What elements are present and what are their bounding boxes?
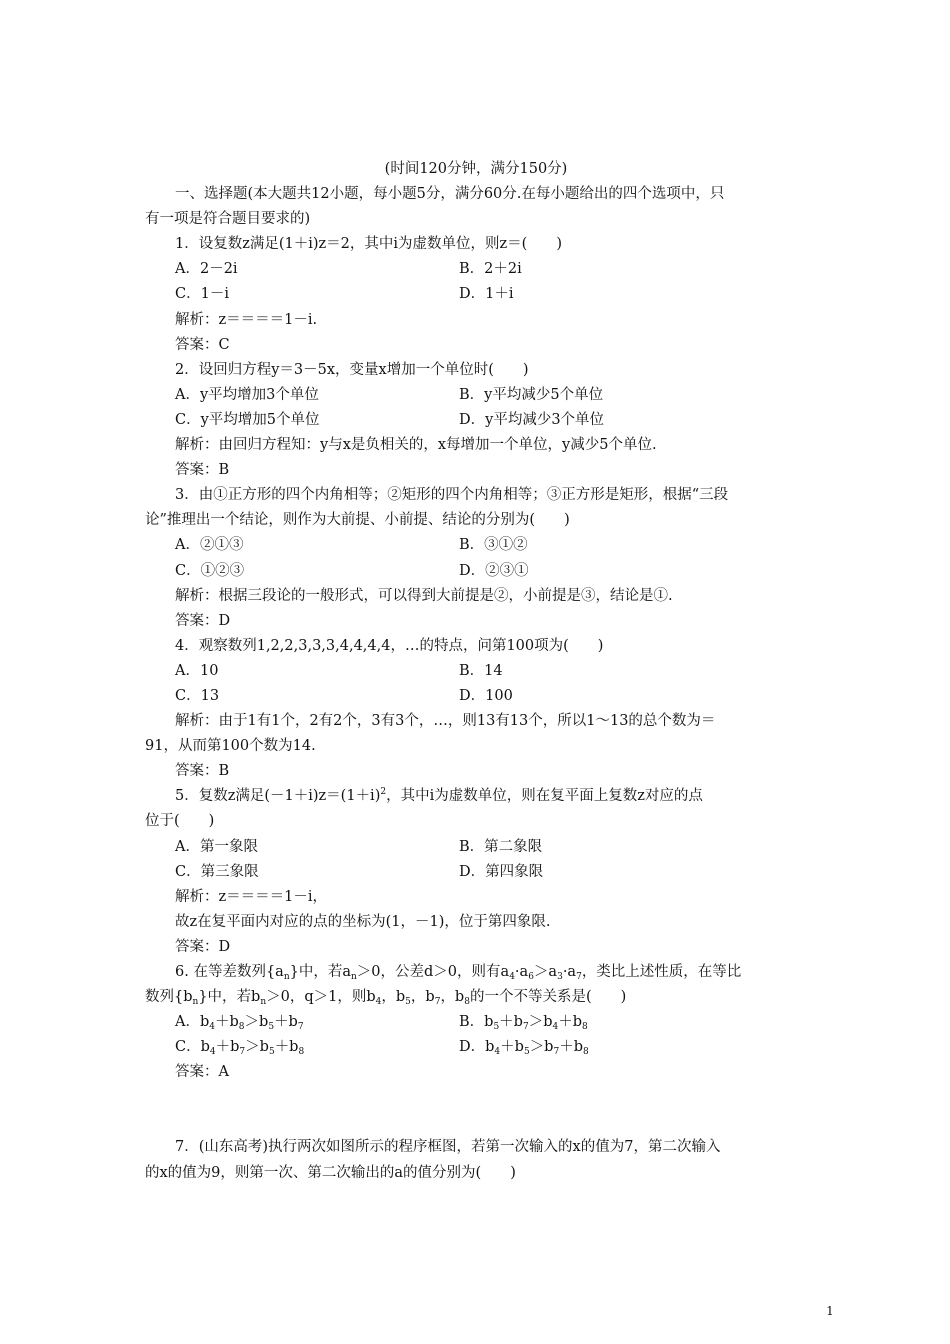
q5-analysis-cont: 故z在复平面内对应的点的坐标为(1，－1)，位于第四象限. bbox=[175, 913, 551, 930]
q5-option-b: B．第二象限 bbox=[459, 838, 543, 855]
text-run: ＋b bbox=[500, 1039, 524, 1056]
exam-content bbox=[145, 157, 807, 1186]
blank-space bbox=[145, 1085, 807, 1135]
text-run: ，b bbox=[381, 989, 406, 1006]
text-run: ·a bbox=[562, 964, 577, 980]
q3-option-b: B．③①② bbox=[459, 537, 528, 554]
subscript: 7 bbox=[297, 1022, 304, 1033]
subscript: 8 bbox=[298, 1047, 305, 1058]
q5-stem-part1: 5．复数z满足(－1＋i)z＝(1＋i) bbox=[175, 788, 381, 805]
text-run: ＋b bbox=[499, 1014, 523, 1031]
subscript: 4 bbox=[375, 997, 382, 1008]
q1-option-a: A．2－2i bbox=[175, 261, 238, 278]
subscript: 7 bbox=[522, 1022, 529, 1033]
text-run: ＋b bbox=[215, 1039, 240, 1056]
subscript: 8 bbox=[464, 997, 470, 1008]
text-run: ＞b bbox=[244, 1014, 269, 1031]
text-run: ＞b bbox=[245, 1039, 269, 1056]
question-6-stem-cont bbox=[145, 985, 807, 1010]
q3-answer: 答案：D bbox=[175, 612, 231, 629]
subscript: 4 bbox=[209, 1022, 215, 1033]
text-run: ＋b bbox=[274, 1039, 299, 1056]
q1-option-c: C．1－i bbox=[175, 286, 229, 303]
q2-option-b: B．y平均减少5个单位 bbox=[459, 386, 604, 403]
q4-option-b: B．14 bbox=[459, 662, 503, 679]
subscript: 8 bbox=[238, 1022, 245, 1033]
text-run: }中，若b bbox=[198, 989, 261, 1006]
q1-option-d: D．1＋i bbox=[459, 286, 514, 303]
subscript: n bbox=[192, 997, 199, 1008]
text-run: ·a bbox=[514, 964, 529, 980]
q3-option-d: D．②③① bbox=[459, 562, 529, 579]
text-run: ＞a bbox=[533, 964, 558, 980]
q1-option-b: B．2＋2i bbox=[459, 261, 522, 278]
question-7-stem-cont: 的x的值为9，则第一次、第二次输出的a的值分别为( ) bbox=[145, 1164, 516, 1181]
text-run: 的一个不等关系是( ) bbox=[469, 989, 627, 1006]
subscript: 4 bbox=[209, 1047, 216, 1058]
q6-answer: 答案：A bbox=[175, 1064, 229, 1081]
q5-option-c: C．第三象限 bbox=[175, 863, 259, 880]
question-6-options-row1 bbox=[145, 1010, 807, 1035]
q4-option-d: D．100 bbox=[459, 687, 513, 704]
text-run: A．b bbox=[175, 1014, 210, 1031]
q1-answer: 答案：C bbox=[175, 336, 230, 353]
subscript: 7 bbox=[434, 997, 441, 1008]
q5-stem-part2: ，其中i为虚数单位，则在复平面上复数z对应的点 bbox=[386, 788, 703, 805]
subscript: 4 bbox=[552, 1022, 559, 1033]
subscript: 7 bbox=[553, 1047, 560, 1058]
question-4-options-row2 bbox=[145, 684, 807, 709]
q4-answer: 答案：B bbox=[175, 763, 230, 780]
text-run: 6. 在等差数列{a bbox=[175, 964, 284, 980]
text-run: C．b bbox=[175, 1039, 210, 1056]
text-run: ，类比上述性质，在等比 bbox=[581, 964, 742, 980]
q6-option-a bbox=[175, 1010, 459, 1035]
text-run: ＞0，q＞1，则b bbox=[266, 989, 376, 1006]
question-1-options-row2 bbox=[145, 282, 807, 307]
text-run: }中，若a bbox=[289, 964, 351, 980]
page-number: 1 bbox=[826, 1304, 834, 1318]
subscript: n bbox=[351, 972, 357, 982]
q2-option-a: A．y平均增加3个单位 bbox=[175, 386, 319, 403]
question-3-stem: 3．由①正方形的四个内角相等；②矩形的四个内角相等；③正方形是矩形，根据“三段 bbox=[175, 487, 729, 504]
text-run: ＞b bbox=[529, 1039, 554, 1056]
question-2-options-row2 bbox=[145, 408, 807, 433]
q5-answer: 答案：D bbox=[175, 938, 231, 955]
q6-option-d bbox=[459, 1035, 589, 1060]
q3-option-c: C．①②③ bbox=[175, 562, 245, 579]
q5-stem-exponent: 2 bbox=[380, 787, 387, 798]
question-7-stem: 7．(山东高考)执行两次如图所示的程序框图，若第一次输入的x的值为7，第二次输入 bbox=[175, 1139, 721, 1156]
text-run: ，b bbox=[440, 989, 465, 1006]
subscript: 3 bbox=[557, 972, 563, 982]
subscript: 6 bbox=[528, 972, 534, 982]
q5-option-d: D．第四象限 bbox=[459, 863, 544, 880]
question-3-options-row2 bbox=[145, 559, 807, 584]
subscript: 8 bbox=[582, 1022, 588, 1033]
q4-option-c: C．13 bbox=[175, 687, 220, 704]
text-run: ＞0，公差d＞0，则有a bbox=[356, 964, 510, 980]
subscript: 8 bbox=[583, 1047, 589, 1058]
question-1-stem: 1．设复数z满足(1＋i)z＝2，其中i为虚数单位，则z＝( ) bbox=[175, 236, 562, 253]
q3-analysis: 解析：根据三段论的一般形式，可以得到大前提是②，小前提是③，结论是①. bbox=[175, 587, 673, 604]
text-run: ＞b bbox=[528, 1014, 553, 1031]
question-5-stem bbox=[145, 784, 807, 809]
section-heading: 一、选择题(本大题共12小题，每小题5分，满分60分.在每小题给出的四个选项中，只 bbox=[175, 186, 725, 203]
question-2-stem: 2．设回归方程y＝3－5x，变量x增加一个单位时( ) bbox=[175, 361, 529, 378]
subscript: 4 bbox=[509, 972, 515, 982]
subscript: 7 bbox=[239, 1047, 246, 1058]
question-5-options-row2 bbox=[145, 860, 807, 885]
q5-option-a: A．第一象限 bbox=[175, 838, 258, 855]
question-2-options-row1 bbox=[145, 383, 807, 408]
section-heading-cont: 有一项是符合题目要求的) bbox=[145, 211, 311, 228]
question-6-stem bbox=[145, 960, 807, 985]
q2-analysis: 解析：由回归方程知：y与x是负相关的，x每增加一个单位，y减少5个单位. bbox=[175, 437, 657, 454]
q3-option-a: A．②①③ bbox=[175, 537, 244, 554]
text-run: ，b bbox=[410, 989, 435, 1006]
q6-option-c bbox=[175, 1035, 459, 1060]
question-3-stem-cont: 论”推理出一个结论，则作为大前提、小前提、结论的分别为( ) bbox=[145, 512, 570, 529]
subscript: 5 bbox=[268, 1047, 275, 1058]
text-run: ＋b bbox=[215, 1014, 239, 1031]
q4-analysis-cont: 91，从而第100个数为14. bbox=[145, 738, 316, 755]
q6-option-b bbox=[459, 1010, 588, 1035]
question-5-stem-cont: 位于( ) bbox=[145, 813, 215, 830]
q1-analysis: 解析：z＝＝＝＝1－i. bbox=[175, 311, 318, 328]
question-6-options-row2 bbox=[145, 1035, 807, 1060]
question-1-options-row1 bbox=[145, 257, 807, 282]
question-4-stem: 4．观察数列1,2,2,3,3,3,4,4,4,4，…的特点，问第100项为( ) bbox=[175, 637, 604, 654]
subscript: 5 bbox=[493, 1022, 500, 1033]
subscript: n bbox=[260, 997, 267, 1008]
subscript: n bbox=[283, 972, 290, 982]
q2-option-c: C．y平均增加5个单位 bbox=[175, 411, 320, 428]
q2-answer: 答案：B bbox=[175, 462, 230, 479]
q4-option-a: A．10 bbox=[175, 662, 219, 679]
question-4-options-row1 bbox=[145, 659, 807, 684]
question-3-options-row1 bbox=[145, 533, 807, 558]
subscript: 5 bbox=[405, 997, 411, 1008]
question-5-options-row1 bbox=[145, 835, 807, 860]
q2-option-d: D．y平均减少3个单位 bbox=[459, 411, 605, 428]
subscript: 4 bbox=[494, 1047, 501, 1058]
subscript: 5 bbox=[268, 1022, 275, 1033]
subscript: 5 bbox=[523, 1047, 530, 1058]
text-run: ＋b bbox=[558, 1014, 583, 1031]
exam-header: (时间120分钟，满分150分) bbox=[384, 161, 568, 177]
q4-analysis: 解析：由于1有1个，2有2个，3有3个，…，则13有13个，所以1～13的总个数为＝ bbox=[175, 713, 716, 730]
text-run: B．b bbox=[459, 1014, 494, 1031]
text-run: ＋b bbox=[559, 1039, 584, 1056]
q5-analysis: 解析：z＝＝＝＝1－i， bbox=[175, 888, 328, 905]
text-run: D．b bbox=[459, 1039, 495, 1056]
subscript: 7 bbox=[576, 972, 582, 982]
text-run: ＋b bbox=[274, 1014, 298, 1031]
text-run: 数列{b bbox=[145, 989, 193, 1006]
